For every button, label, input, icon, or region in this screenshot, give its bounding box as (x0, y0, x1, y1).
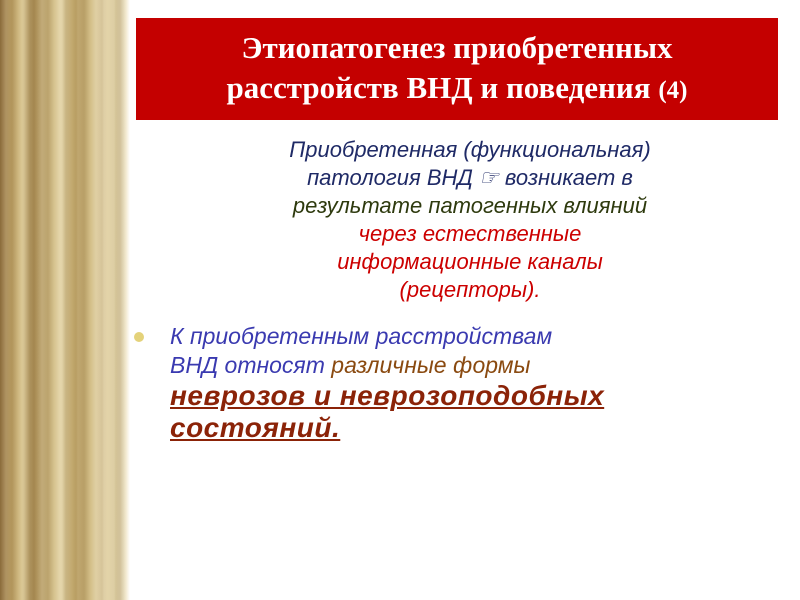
title-number: (4) (658, 76, 688, 104)
bullet-item (134, 322, 780, 444)
para-line-3: результате патогенных влияний (292, 193, 648, 218)
title-line-1: Этиопатогенез приобретенных (241, 29, 673, 65)
bullet-line-2 (170, 351, 780, 380)
para-line-1 (160, 136, 780, 164)
para-line-2: патология ВНД ☞ возникает в (307, 165, 633, 190)
bullet-text-2: ВНД относят (170, 352, 332, 378)
title-text-2: расстройств ВНД и поведения (226, 69, 651, 105)
bullet-line-4: состояний. (170, 412, 341, 443)
curtain-background (0, 0, 130, 600)
para-line-6: (рецепторы). (399, 277, 541, 302)
para-line-5: информационные каналы (337, 249, 603, 274)
para-line-4: через естественные (358, 221, 582, 246)
intro-paragraph (160, 136, 780, 304)
slide-title (136, 18, 778, 120)
bullet-text (170, 322, 780, 444)
bullet-line-1: К приобретенным расстройствам (170, 323, 553, 349)
bullet-dot-icon (134, 332, 144, 342)
para-text-2: (функциональная) (463, 137, 651, 162)
bullet-line-3: неврозов и неврозоподобных (170, 380, 605, 411)
bullet-text-3: различные формы (331, 352, 531, 378)
title-line-2 (227, 68, 688, 111)
para-text-1: Приобретенная (289, 137, 464, 162)
